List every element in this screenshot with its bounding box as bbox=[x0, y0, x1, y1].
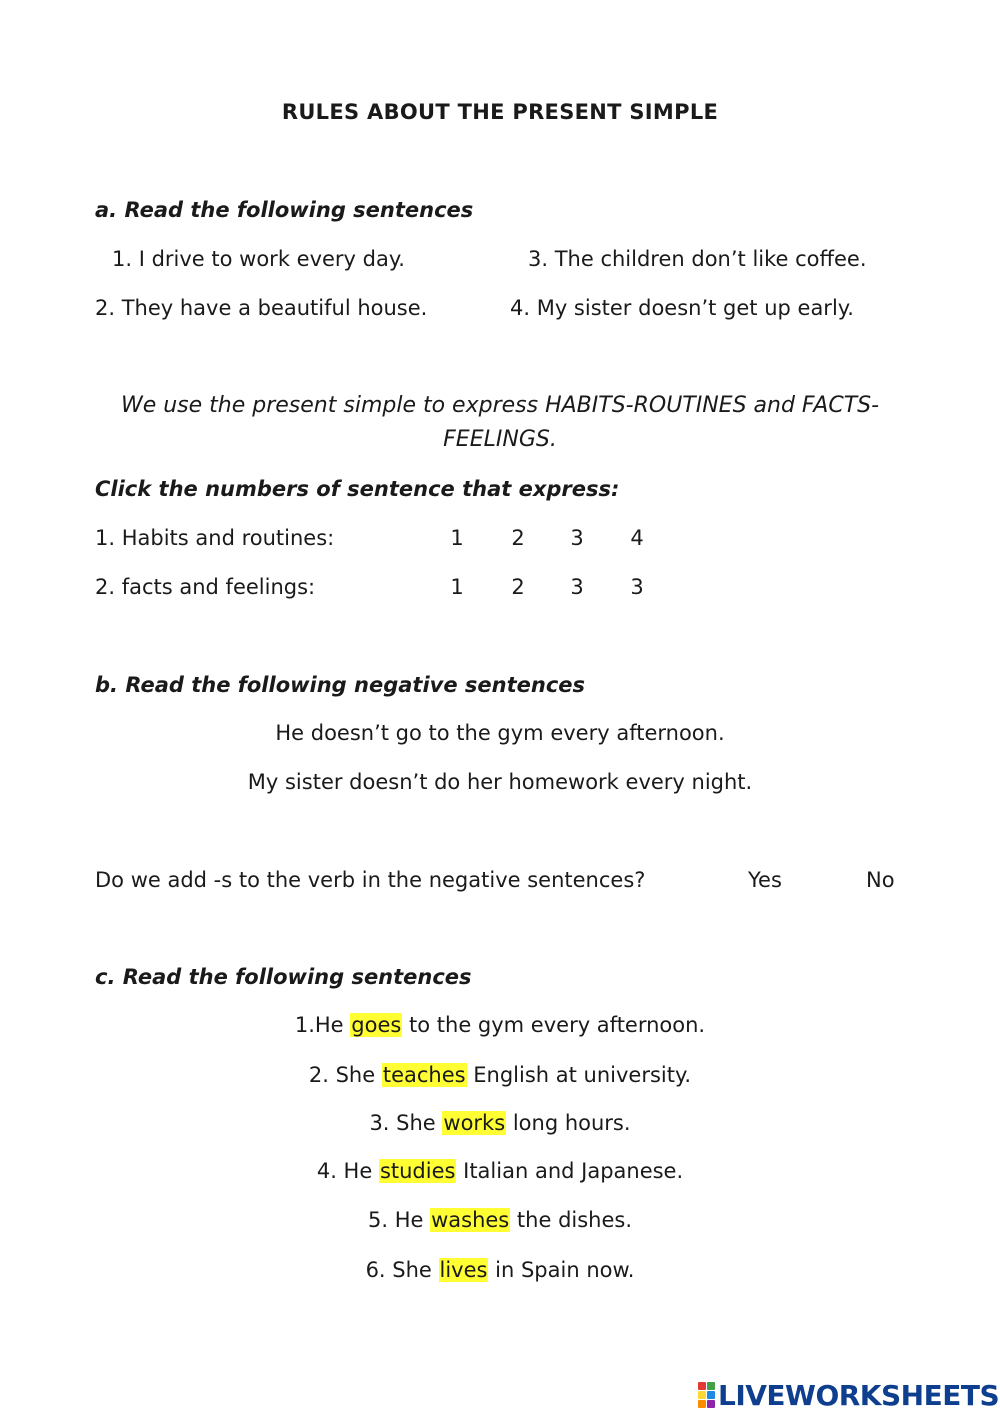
verb-sentence-pre: 3. She bbox=[369, 1111, 443, 1135]
sentence-a-3: 3. The children don’t like coffee. bbox=[528, 247, 867, 271]
page-title: RULES ABOUT THE PRESENT SIMPLE bbox=[281, 100, 719, 124]
habits-option-4[interactable]: 4 bbox=[630, 526, 644, 550]
sentence-a-4: 4. My sister doesn’t get up early. bbox=[510, 296, 854, 320]
habits-option-1[interactable]: 1 bbox=[450, 526, 464, 550]
negative-sentence-2: My sister doesn’t do her homework every night. bbox=[247, 770, 753, 794]
verb-sentence-post: long hours. bbox=[506, 1111, 631, 1135]
facts-option-2[interactable]: 2 bbox=[511, 575, 525, 599]
verb-sentence-pre: 1.He bbox=[294, 1013, 351, 1037]
verb-sentence-post: to the gym every afternoon. bbox=[402, 1013, 706, 1037]
habits-label: 1. Habits and routines: bbox=[95, 526, 335, 550]
negative-sentence-1: He doesn’t go to the gym every afternoon. bbox=[275, 721, 725, 745]
verb-sentence-2 bbox=[0, 1063, 1000, 1087]
highlighted-verb: lives bbox=[439, 1258, 488, 1282]
section-a-heading: a. Read the following sentences bbox=[95, 198, 474, 222]
usage-line-1: We use the present simple to express HABITS-ROUTINES and FACTS- bbox=[120, 393, 880, 418]
sentence-a-1: 1. I drive to work every day. bbox=[112, 247, 405, 271]
usage-line-2: FEELINGS. bbox=[443, 427, 557, 452]
highlighted-verb: works bbox=[443, 1111, 506, 1135]
verb-sentence-1 bbox=[0, 1013, 1000, 1037]
verb-sentence-pre: 6. She bbox=[365, 1258, 439, 1282]
habits-option-3[interactable]: 3 bbox=[570, 526, 584, 550]
highlighted-verb: studies bbox=[379, 1159, 456, 1183]
add-s-question: Do we add -s to the verb in the negative sentences? bbox=[95, 868, 646, 892]
habits-option-2[interactable]: 2 bbox=[511, 526, 525, 550]
facts-label: 2. facts and feelings: bbox=[95, 575, 316, 599]
facts-option-4[interactable]: 3 bbox=[630, 575, 644, 599]
highlighted-verb: washes bbox=[431, 1208, 510, 1232]
section-c-heading: c. Read the following sentences bbox=[95, 965, 472, 989]
verb-sentence-post: English at university. bbox=[466, 1063, 692, 1087]
logo-text: LIVEWORKSHEETS bbox=[718, 1378, 1000, 1412]
answer-no[interactable]: No bbox=[866, 868, 895, 892]
section-b-heading: b. Read the following negative sentences bbox=[95, 673, 586, 697]
verb-sentence-3 bbox=[0, 1111, 1000, 1135]
verb-sentence-6 bbox=[0, 1258, 1000, 1282]
verb-sentence-pre: 2. She bbox=[308, 1063, 382, 1087]
verb-sentence-post: Italian and Japanese. bbox=[456, 1159, 684, 1183]
liveworksheets-logo bbox=[698, 1378, 999, 1412]
logo-blocks-icon bbox=[698, 1382, 715, 1408]
facts-option-3[interactable]: 3 bbox=[570, 575, 584, 599]
highlighted-verb: teaches bbox=[382, 1063, 466, 1087]
verb-sentence-5 bbox=[0, 1208, 1000, 1232]
verb-sentence-post: in Spain now. bbox=[488, 1258, 635, 1282]
answer-yes[interactable]: Yes bbox=[748, 868, 782, 892]
facts-option-1[interactable]: 1 bbox=[450, 575, 464, 599]
highlighted-verb: goes bbox=[351, 1013, 402, 1037]
sentence-a-2: 2. They have a beautiful house. bbox=[95, 296, 428, 320]
verb-sentence-pre: 4. He bbox=[316, 1159, 379, 1183]
click-prompt: Click the numbers of sentence that express: bbox=[95, 477, 620, 501]
verb-sentence-post: the dishes. bbox=[510, 1208, 633, 1232]
verb-sentence-4 bbox=[0, 1159, 1000, 1183]
verb-sentence-pre: 5. He bbox=[367, 1208, 431, 1232]
